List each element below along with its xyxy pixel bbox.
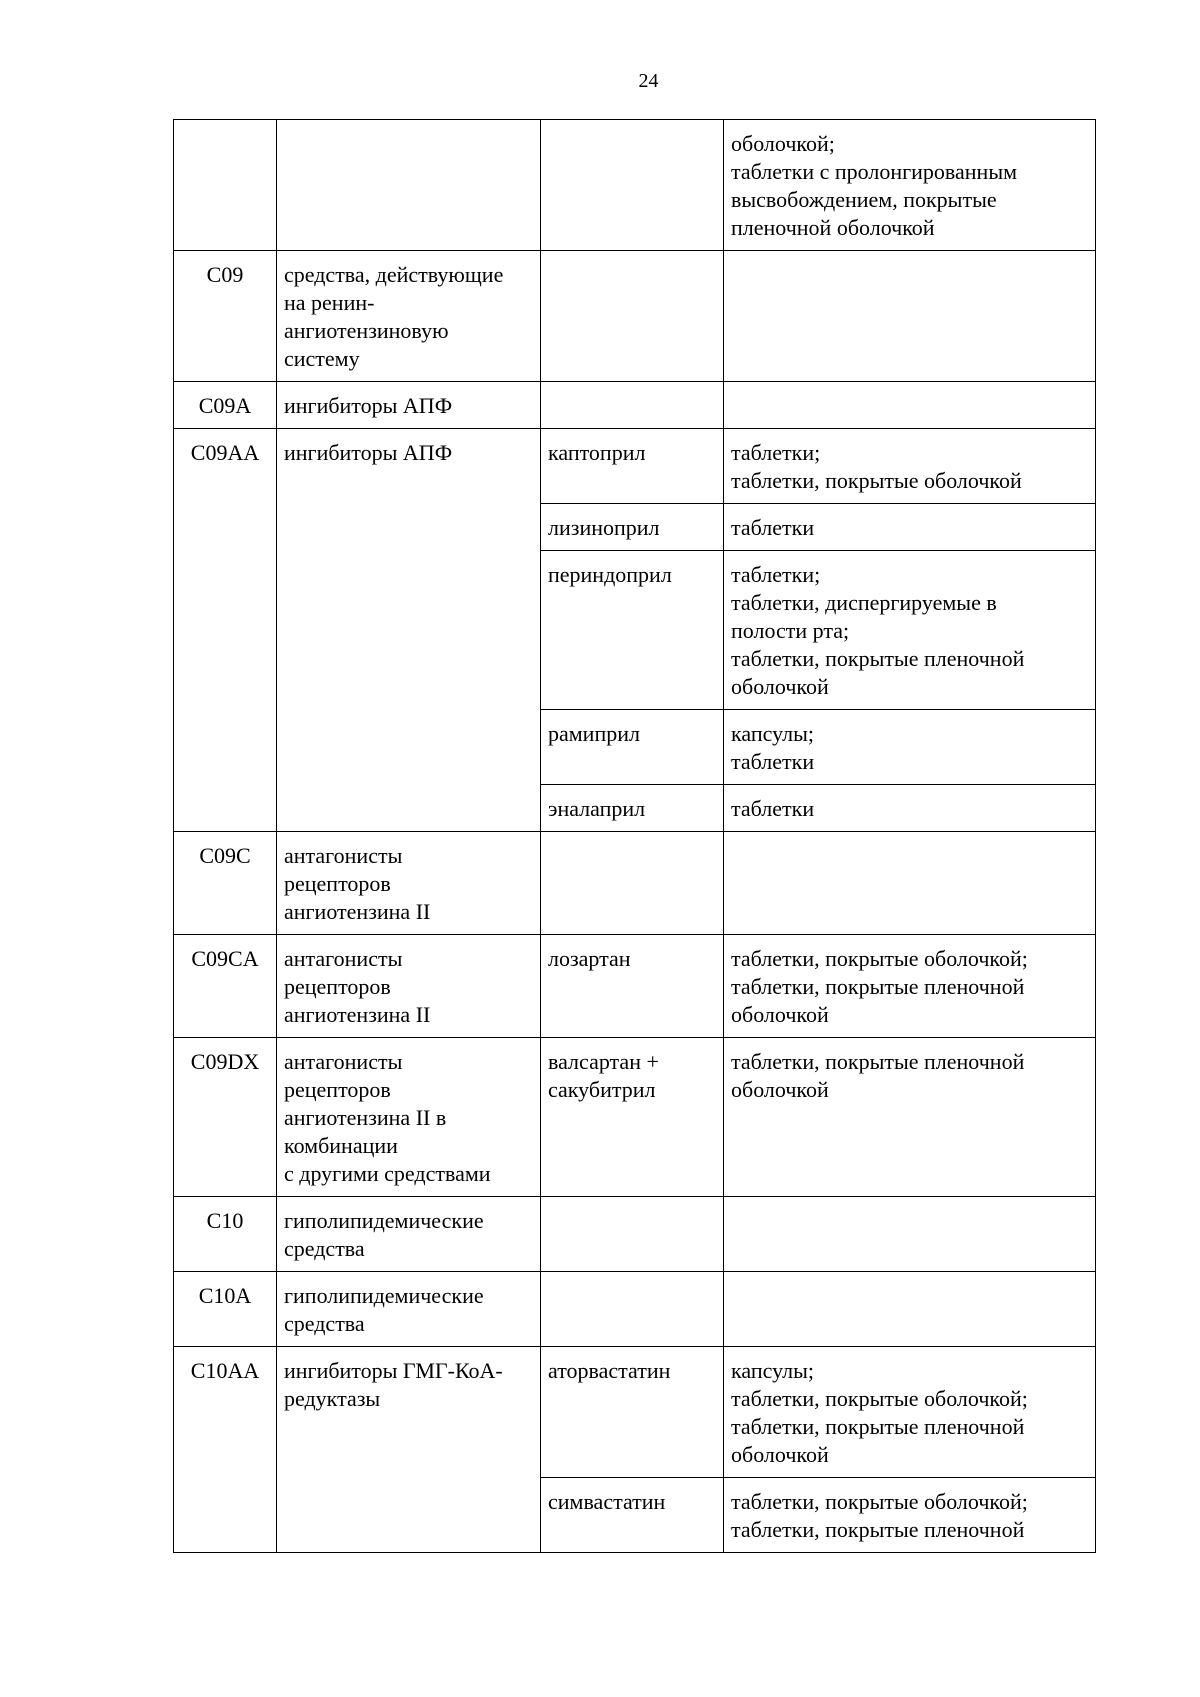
cell-text-line: C10 <box>206 1208 244 1233</box>
table-row <box>174 251 1096 382</box>
cell-text-line: рамиприл <box>548 721 640 746</box>
cell-text-line: таблетки <box>731 796 815 821</box>
cell-text-line: средства <box>284 1311 365 1336</box>
drug-name-cell <box>541 832 724 935</box>
cell-text-line: капсулы; <box>731 1358 814 1383</box>
cell-text-line: аторвастатин <box>548 1358 671 1383</box>
cell-text-line: гиполипидемические <box>284 1208 484 1233</box>
cell-text-line: антагонисты <box>284 843 403 868</box>
cell-text-line: лозартан <box>548 946 631 971</box>
group-name-cell <box>277 1197 541 1272</box>
cell-text-line: лизиноприл <box>548 515 660 540</box>
cell-text-line: рецепторов <box>284 974 391 999</box>
table-row <box>174 1197 1096 1272</box>
group-name-cell <box>277 429 541 832</box>
cell-text-line: высвобождением, покрытые <box>731 187 997 212</box>
drug-name-cell <box>541 251 724 382</box>
table-row <box>174 935 1096 1038</box>
cell-text-line: таблетки <box>731 749 815 774</box>
drug-name-cell <box>541 1272 724 1347</box>
cell-text-line: таблетки; <box>731 562 821 587</box>
table-row <box>174 120 1096 251</box>
cell-text-line: периндоприл <box>548 562 672 587</box>
cell-text-line: C09DX <box>190 1049 260 1074</box>
table-row <box>174 429 1096 504</box>
cell-text-line: таблетки <box>731 515 815 540</box>
cell-text-line: редуктазы <box>284 1386 381 1411</box>
cell-text-line: средства <box>284 1236 365 1261</box>
group-name-cell <box>277 832 541 935</box>
cell-text-line: оболочкой <box>731 674 829 699</box>
cell-text-line: валсартан + <box>548 1049 659 1074</box>
group-name-cell <box>277 1347 541 1553</box>
cell-text-line: C09A <box>198 393 252 418</box>
group-name-cell <box>277 1272 541 1347</box>
page-number: 24 <box>638 70 659 92</box>
dosage-forms-cell <box>724 832 1096 935</box>
dosage-forms-cell <box>724 382 1096 429</box>
cell-text-line: C09 <box>206 262 244 287</box>
cell-text-line: таблетки, покрытые оболочкой; <box>731 946 1028 971</box>
drug-name-cell <box>541 935 724 1038</box>
cell-text-line: таблетки, покрытые пленочной <box>731 974 1025 999</box>
cell-text-line: C09C <box>199 843 251 868</box>
dosage-forms-cell <box>724 1272 1096 1347</box>
cell-text-line: оболочкой <box>731 1002 829 1027</box>
cell-text-line: C09AA <box>190 440 260 465</box>
atc-code-cell <box>174 1272 277 1347</box>
cell-text-line: оболочкой <box>731 1077 829 1102</box>
dosage-forms-cell <box>724 785 1096 832</box>
cell-text-line: ангиотензина II <box>284 899 431 924</box>
cell-text-line: ангиотензина II <box>284 1002 431 1027</box>
dosage-forms-cell <box>724 710 1096 785</box>
cell-text-line: таблетки, покрытые пленочной <box>731 1414 1025 1439</box>
cell-text-line: эналаприл <box>548 796 646 821</box>
cell-text-line: антагонисты <box>284 946 403 971</box>
group-name-cell <box>277 1038 541 1197</box>
atc-code-cell <box>174 1038 277 1197</box>
atc-code-cell <box>174 1197 277 1272</box>
table-row <box>174 832 1096 935</box>
cell-text-line: C09CA <box>191 946 259 971</box>
cell-text-line: таблетки, покрытые оболочкой <box>731 468 1022 493</box>
cell-text-line: комбинации <box>284 1133 398 1158</box>
cell-text-line: ингибиторы ГМГ-КоА- <box>284 1358 503 1383</box>
atc-code-cell <box>174 382 277 429</box>
cell-text-line: таблетки с пролонгированным <box>731 159 1018 184</box>
drug-name-cell <box>541 1347 724 1478</box>
atc-code-cell <box>174 832 277 935</box>
cell-text-line: таблетки; <box>731 440 821 465</box>
dosage-forms-cell <box>724 1478 1096 1553</box>
cell-text-line: таблетки, покрытые пленочной <box>731 1049 1025 1074</box>
table-row <box>174 1272 1096 1347</box>
atc-code-cell <box>174 120 277 251</box>
atc-code-cell <box>174 1347 277 1553</box>
dosage-forms-cell <box>724 935 1096 1038</box>
atc-code-cell <box>174 935 277 1038</box>
drug-name-cell <box>541 120 724 251</box>
cell-text-line: каптоприл <box>548 440 646 465</box>
cell-text-line: оболочкой; <box>731 131 835 156</box>
cell-text-line: таблетки, диспергируемые в <box>731 590 997 615</box>
cell-text-line: сакубитрил <box>548 1077 656 1102</box>
cell-text-line: таблетки, покрытые оболочкой; <box>731 1386 1028 1411</box>
dosage-forms-cell <box>724 1038 1096 1197</box>
cell-text-line: рецепторов <box>284 871 391 896</box>
cell-text-line: систему <box>284 346 360 371</box>
dosage-forms-cell <box>724 429 1096 504</box>
drug-name-cell <box>541 1038 724 1197</box>
cell-text-line: полости рта; <box>731 618 850 643</box>
dosage-forms-cell <box>724 1197 1096 1272</box>
drug-name-cell <box>541 504 724 551</box>
cell-text-line: на ренин- <box>284 290 375 315</box>
drug-name-cell <box>541 429 724 504</box>
cell-text-line: симвастатин <box>548 1489 666 1514</box>
group-name-cell <box>277 251 541 382</box>
drug-name-cell <box>541 1197 724 1272</box>
group-name-cell <box>277 382 541 429</box>
cell-text-line: C10AA <box>190 1358 260 1383</box>
cell-text-line: ангиотензина II в <box>284 1105 447 1130</box>
group-name-cell <box>277 120 541 251</box>
dosage-forms-cell <box>724 251 1096 382</box>
dosage-forms-cell <box>724 1347 1096 1478</box>
dosage-forms-cell <box>724 120 1096 251</box>
drug-name-cell <box>541 710 724 785</box>
cell-text-line: C10A <box>198 1283 252 1308</box>
cell-text-line: таблетки, покрытые оболочкой; <box>731 1489 1028 1514</box>
drug-table <box>173 119 1096 1553</box>
atc-code-cell <box>174 251 277 382</box>
cell-text-line: оболочкой <box>731 1442 829 1467</box>
group-name-cell <box>277 935 541 1038</box>
atc-code-cell <box>174 429 277 832</box>
drug-name-cell <box>541 551 724 710</box>
cell-text-line: пленочной оболочкой <box>731 215 935 240</box>
cell-text-line: рецепторов <box>284 1077 391 1102</box>
table-row <box>174 1038 1096 1197</box>
cell-text-line: гиполипидемические <box>284 1283 484 1308</box>
cell-text-line: средства, действующие <box>284 262 504 287</box>
drug-name-cell <box>541 785 724 832</box>
cell-text-line: антагонисты <box>284 1049 403 1074</box>
cell-text-line: ингибиторы АПФ <box>284 393 453 418</box>
table-row <box>174 1347 1096 1478</box>
cell-text-line: ингибиторы АПФ <box>284 440 453 465</box>
dosage-forms-cell <box>724 504 1096 551</box>
cell-text-line: ангиотензиновую <box>284 318 449 343</box>
dosage-forms-cell <box>724 551 1096 710</box>
drug-name-cell <box>541 382 724 429</box>
cell-text-line: с другими средствами <box>284 1161 491 1186</box>
cell-text-line: таблетки, покрытые пленочной <box>731 1517 1025 1542</box>
cell-text-line: таблетки, покрытые пленочной <box>731 646 1025 671</box>
cell-text-line: капсулы; <box>731 721 814 746</box>
drug-name-cell <box>541 1478 724 1553</box>
table-row <box>174 382 1096 429</box>
